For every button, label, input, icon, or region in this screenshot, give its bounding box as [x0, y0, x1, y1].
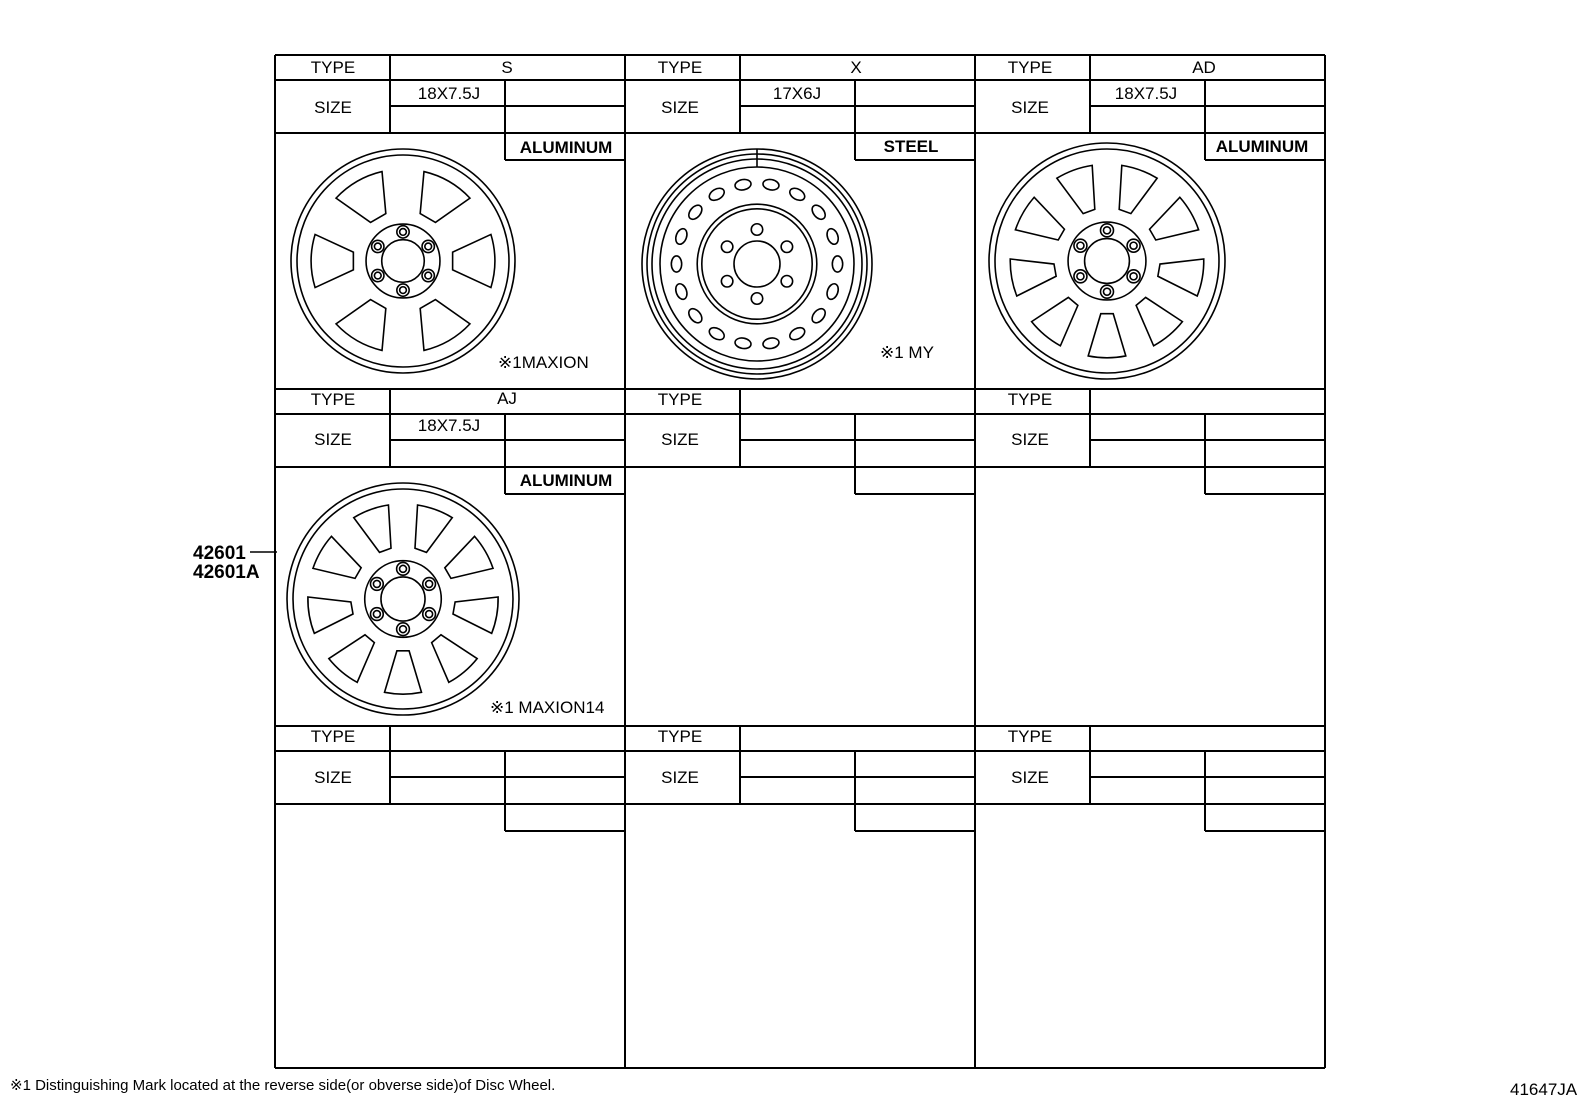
lug-nut-hole	[751, 293, 763, 305]
lug-nut-center	[1103, 227, 1110, 234]
lug-nut-hole	[1127, 270, 1140, 283]
type-header-6: TYPE	[1007, 390, 1053, 409]
diagram-code: 41647JA	[1510, 1080, 1578, 1099]
type-header-1: TYPE	[310, 58, 356, 77]
material-4: ALUMINUM	[519, 471, 613, 490]
lug-nut-hole	[423, 608, 436, 621]
wheel-center-bore	[381, 577, 425, 621]
spoke-window	[1136, 297, 1182, 345]
steel-center-bore	[734, 241, 780, 287]
spoke-window	[336, 300, 386, 351]
spoke-window	[1032, 297, 1078, 345]
type-header-8: TYPE	[657, 727, 703, 746]
spoke-window	[453, 597, 498, 633]
size-value-1: 18X7.5J	[417, 84, 481, 103]
lug-nut-center	[1077, 273, 1084, 280]
size-header-6: SIZE	[1011, 430, 1049, 449]
size-header-7: SIZE	[314, 768, 352, 787]
steel-disc	[697, 204, 817, 324]
spoke-window	[1119, 165, 1157, 213]
lug-nut-hole	[1127, 239, 1140, 252]
size-header-4: SIZE	[314, 430, 352, 449]
vent-hole	[674, 282, 689, 301]
vent-hole	[788, 186, 807, 203]
footnote: ※1 Distinguishing Mark located at the reverse side(or obverse side)of Disc Wheel.	[10, 1077, 556, 1094]
lug-nut-center	[400, 565, 407, 572]
part-number-1: 42601	[193, 543, 246, 564]
distinguishing-mark-2: ※1 MY	[880, 343, 934, 362]
spoke-window	[1015, 197, 1064, 240]
lug-nut-hole	[397, 226, 409, 238]
spoke-window	[1057, 165, 1095, 213]
vent-hole	[832, 256, 842, 272]
size-value-2: 17X6J	[772, 84, 822, 103]
wheel-rim-inner	[297, 155, 509, 367]
lug-nut-center	[426, 580, 433, 587]
vent-hole	[825, 282, 840, 301]
lug-nut-hole	[371, 578, 384, 591]
type-header-9: TYPE	[1007, 727, 1053, 746]
lug-nut-hole	[721, 276, 733, 288]
steel-disc-inner	[702, 209, 812, 319]
lug-nut-hole	[1101, 224, 1114, 237]
wheel-x-steel	[642, 149, 872, 379]
steel-rim-ring	[660, 167, 854, 361]
lug-nut-hole	[781, 276, 793, 288]
spoke-window	[308, 597, 353, 633]
size-header-3: SIZE	[1011, 98, 1049, 117]
vent-hole	[707, 186, 726, 203]
vent-hole	[686, 306, 704, 325]
lug-nut-hole	[397, 562, 410, 575]
spoke-window	[385, 651, 422, 694]
lug-nut-center	[425, 243, 432, 250]
lug-nut-hole	[371, 608, 384, 621]
lug-nut-hole	[397, 623, 410, 636]
wheel-aj-aluminum	[287, 483, 519, 715]
vent-hole	[734, 178, 752, 191]
lug-nut-center	[426, 611, 433, 618]
type-value-3: AD	[1192, 58, 1216, 77]
vent-hole	[810, 306, 828, 325]
lug-nut-hole	[1074, 270, 1087, 283]
lug-nut-center	[1130, 242, 1137, 249]
lug-nut-center	[374, 272, 381, 279]
spoke-window	[420, 300, 470, 351]
type-header-4: TYPE	[310, 390, 356, 409]
spoke-window	[354, 505, 391, 552]
wheel-rim	[291, 149, 515, 373]
spoke-window	[432, 635, 477, 683]
material-3: ALUMINUM	[1215, 137, 1309, 156]
lug-nut-center	[400, 287, 407, 294]
size-value-4: 18X7.5J	[417, 416, 481, 435]
spoke-window	[336, 172, 386, 223]
lug-nut-center	[400, 229, 407, 236]
vent-hole	[788, 325, 807, 342]
lug-nut-hole	[422, 269, 434, 281]
lug-nut-hole	[1101, 285, 1114, 298]
type-header-2: TYPE	[657, 58, 703, 77]
type-header-3: TYPE	[1007, 58, 1053, 77]
type-header-7: TYPE	[310, 727, 356, 746]
vent-hole	[686, 203, 704, 222]
lug-nut-center	[374, 243, 381, 250]
spoke-window	[313, 536, 361, 578]
type-value-1: S	[501, 58, 513, 77]
material-2: STEEL	[883, 137, 939, 156]
lug-nut-center	[425, 272, 432, 279]
size-header-9: SIZE	[1011, 768, 1049, 787]
steel-rim-ring	[647, 154, 867, 374]
type-value-2: X	[850, 58, 862, 77]
size-value-3: 18X7.5J	[1114, 84, 1178, 103]
spoke-window	[453, 234, 495, 287]
wheel-s-aluminum	[291, 149, 515, 373]
lug-nut-hole	[781, 241, 793, 253]
vent-hole	[825, 227, 840, 246]
spoke-window	[420, 172, 470, 223]
size-header-1: SIZE	[314, 98, 352, 117]
lug-nut-center	[1130, 273, 1137, 280]
spoke-window	[445, 536, 493, 578]
lug-nut-center	[373, 611, 380, 618]
lug-nut-hole	[721, 241, 733, 253]
spoke-window	[1158, 259, 1204, 296]
vent-hole	[707, 325, 726, 342]
distinguishing-mark-4: ※1 MAXION14	[490, 698, 605, 717]
vent-hole	[810, 203, 828, 222]
type-value-4: AJ	[497, 389, 517, 408]
lug-nut-hole	[751, 224, 763, 236]
spoke-window	[329, 635, 374, 683]
lug-nut-hole	[372, 240, 384, 252]
vent-hole	[671, 256, 681, 272]
steel-rim-ring	[642, 149, 872, 379]
spoke-window	[1010, 259, 1056, 296]
part-number-2: 42601A	[193, 562, 260, 583]
vent-hole	[674, 227, 689, 246]
lug-nut-hole	[423, 578, 436, 591]
lug-nut-hole	[372, 269, 384, 281]
size-header-8: SIZE	[661, 768, 699, 787]
distinguishing-mark-1: ※1MAXION	[498, 353, 589, 372]
spoke-window	[415, 505, 452, 552]
material-1: ALUMINUM	[519, 138, 613, 157]
vent-hole	[734, 337, 752, 350]
lug-nut-center	[1103, 288, 1110, 295]
size-header-2: SIZE	[661, 98, 699, 117]
lug-nut-center	[373, 580, 380, 587]
lug-nut-hole	[397, 284, 409, 296]
spoke-window	[311, 234, 353, 287]
wheel-center-bore	[1085, 239, 1130, 284]
vent-hole	[762, 337, 780, 350]
lug-nut-center	[400, 626, 407, 633]
spoke-window	[1150, 197, 1199, 240]
size-header-5: SIZE	[661, 430, 699, 449]
spoke-window	[1088, 314, 1126, 358]
lug-nut-hole	[1074, 239, 1087, 252]
vent-hole	[762, 178, 780, 191]
steel-rim-ring	[652, 159, 862, 369]
lug-nut-center	[1077, 242, 1084, 249]
wheel-center-bore	[382, 240, 425, 283]
lug-nut-hole	[422, 240, 434, 252]
type-header-5: TYPE	[657, 390, 703, 409]
wheel-ad-aluminum	[989, 143, 1225, 379]
